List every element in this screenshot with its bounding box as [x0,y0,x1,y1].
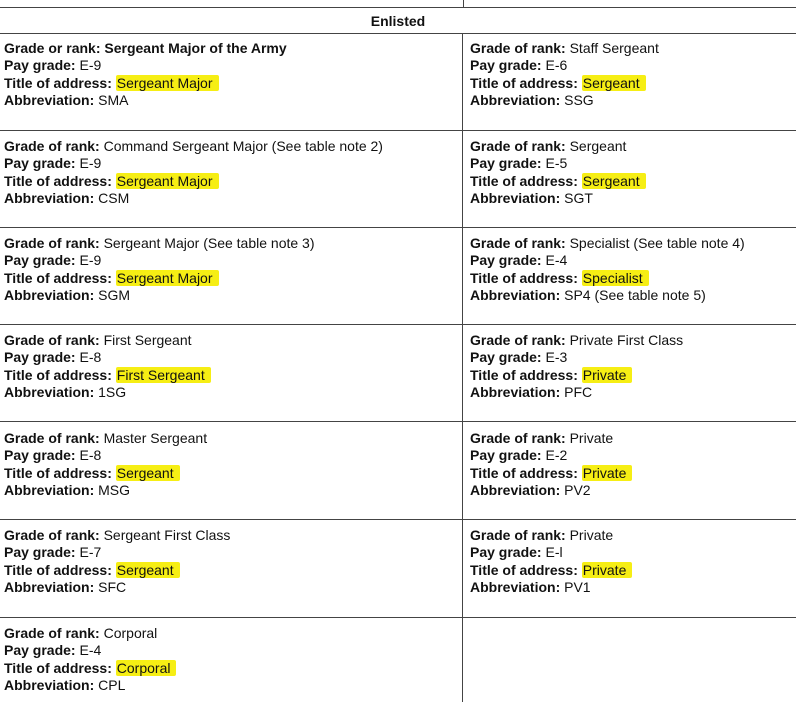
field-label: Title of address: [4,172,112,189]
field-label: Pay grade: [4,544,76,561]
entry-line [4,235,459,252]
entry-line [4,270,459,287]
entry-line [470,40,796,57]
entry-line [470,270,796,287]
grade-value: Private First Class [569,332,684,348]
field-label: Title of address: [4,366,112,383]
entry-line [470,57,796,74]
pay-grade-value: E-4 [79,642,102,659]
rank-entry [4,625,459,695]
entry-line [470,482,796,499]
entry-line [4,430,459,447]
field-label: Grade of rank: [470,430,566,446]
rank-entry [4,430,459,500]
entry-line [4,40,459,57]
pay-grade-value: E-6 [545,57,568,74]
entry-line [470,465,796,482]
entry-line [470,562,796,579]
field-label: Title of address: [470,464,578,481]
field-label: Pay grade: [470,155,542,172]
field-label: Abbreviation: [4,190,95,207]
abbreviation-value: MSG [98,482,131,499]
field-label: Title of address: [4,74,112,91]
field-label: Abbreviation: [470,190,561,207]
field-label: Grade of rank: [4,235,100,251]
field-label: Grade of rank: [470,527,566,543]
pay-grade-value: E-4 [545,252,568,269]
field-label: Abbreviation: [470,482,561,499]
grade-value: Corporal [103,625,158,641]
abbreviation-value: PV1 [564,579,591,596]
entry-line [470,138,796,155]
title-of-address-value: Corporal [116,660,177,676]
entry-line [470,173,796,190]
abbreviation-value: PFC [564,384,593,401]
entry-line [4,482,459,499]
entry-line [470,235,796,252]
entry-line [470,252,796,269]
column-divider [462,33,463,702]
title-of-address-value: Sergeant Major [116,270,219,286]
field-label: Pay grade: [4,155,76,172]
grade-value: Specialist (See table note 4) [569,235,745,251]
rank-entry [4,235,459,305]
entry-line [470,349,796,366]
pay-grade-value: E-9 [79,155,102,172]
field-label: Title of address: [470,366,578,383]
entry-line [470,75,796,92]
pay-grade-value: E-9 [79,252,102,269]
field-label: Pay grade: [4,57,76,74]
field-label: Grade of rank: [4,138,100,154]
entry-line [4,92,459,109]
title-of-address-value: Sergeant [582,75,646,91]
rank-entry [470,138,796,208]
entry-line [4,75,459,92]
rank-entry [4,332,459,402]
entry-line [4,173,459,190]
grade-value: Sergeant First Class [103,527,231,543]
entry-line [4,562,459,579]
field-label: Title of address: [4,659,112,676]
entry-line [4,579,459,596]
title-of-address-value: First Sergeant [116,367,211,383]
grade-value: Sergeant [569,138,627,154]
grade-value: Private [569,430,614,446]
pay-grade-value: E-9 [79,57,102,74]
row-divider [0,33,796,34]
field-label: Pay grade: [470,544,542,561]
grade-value: Sergeant Major of the Army [104,40,287,56]
field-label: Pay grade: [470,349,542,366]
entry-line [4,155,459,172]
entry-line [4,367,459,384]
field-label: Pay grade: [4,642,76,659]
rank-entry [470,235,796,305]
title-of-address-value: Sergeant Major [116,173,219,189]
abbreviation-value: SFC [98,579,127,596]
abbreviation-value: CSM [98,190,130,207]
pay-grade-value: E-5 [545,155,568,172]
abbreviation-value: PV2 [564,482,591,499]
entry-line [4,447,459,464]
field-label: Grade of rank: [4,625,100,641]
pay-grade-value: E-l [545,544,563,561]
field-label: Title of address: [470,172,578,189]
entry-line [4,190,459,207]
entry-line [4,625,459,642]
title-of-address-value: Sergeant [116,562,180,578]
field-label: Abbreviation: [4,384,95,401]
entry-line [4,57,459,74]
entry-line [4,332,459,349]
field-label: Title of address: [4,464,112,481]
field-label: Abbreviation: [4,677,95,694]
field-label: Title of address: [470,74,578,91]
row-divider [0,421,796,422]
abbreviation-value: SP4 (See table note 5) [564,287,706,304]
field-label: Grade of rank: [470,138,566,154]
field-label: Title of address: [4,269,112,286]
rank-entry [470,332,796,402]
field-label: Grade of rank: [470,235,566,251]
field-label: Pay grade: [470,57,542,74]
entry-line [470,579,796,596]
pay-grade-value: E-8 [79,349,102,366]
field-label: Pay grade: [470,447,542,464]
entry-line [470,287,796,304]
entry-line [470,332,796,349]
field-label: Abbreviation: [4,482,95,499]
row-divider [0,130,796,131]
field-label: Title of address: [470,561,578,578]
grade-value: First Sergeant [103,332,192,348]
entry-line [470,367,796,384]
field-label: Pay grade: [4,349,76,366]
field-label: Grade or rank: [4,40,101,56]
entry-line [470,544,796,561]
grade-value: Sergeant Major (See table note 3) [103,235,315,251]
field-label: Pay grade: [470,252,542,269]
title-of-address-value: Sergeant [582,173,646,189]
entry-line [470,155,796,172]
rank-entry [4,138,459,208]
row-divider [0,227,796,228]
field-label: Grade of rank: [470,332,566,348]
row-divider [0,324,796,325]
entry-line [4,465,459,482]
pay-grade-value: E-3 [545,349,568,366]
entry-line [470,527,796,544]
table-header: Enlisted [370,12,426,29]
abbreviation-value: SSG [564,92,594,109]
rank-entry [470,40,796,110]
field-label: Abbreviation: [4,287,95,304]
field-label: Title of address: [470,269,578,286]
rank-entry [470,430,796,500]
abbreviation-value: CPL [98,677,126,694]
grade-value: Master Sergeant [103,430,208,446]
abbreviation-value: SMA [98,92,129,109]
entry-line [470,92,796,109]
entry-line [4,384,459,401]
abbreviation-value: SGT [564,190,593,207]
field-label: Pay grade: [4,252,76,269]
field-label: Abbreviation: [470,579,561,596]
entry-line [4,544,459,561]
rank-entry [4,527,459,597]
abbreviation-value: SGM [98,287,131,304]
field-label: Grade of rank: [470,40,566,56]
field-label: Abbreviation: [470,287,561,304]
entry-line [470,447,796,464]
entry-line [4,349,459,366]
entry-line [4,252,459,269]
row-divider [0,519,796,520]
entry-line [4,287,459,304]
entry-line [4,660,459,677]
pay-grade-value: E-2 [545,447,568,464]
entry-line [470,430,796,447]
field-label: Grade of rank: [4,527,100,543]
entry-line [4,138,459,155]
title-of-address-value: Sergeant [116,465,180,481]
pay-grade-value: E-7 [79,544,102,561]
field-label: Title of address: [4,561,112,578]
field-label: Abbreviation: [470,92,561,109]
title-of-address-value: Specialist [582,270,649,286]
field-label: Abbreviation: [4,92,95,109]
rank-entry [470,527,796,597]
field-label: Abbreviation: [470,384,561,401]
pay-grade-value: E-8 [79,447,102,464]
entry-line [470,190,796,207]
entry-line [470,384,796,401]
row-divider [0,617,796,618]
entry-line [4,527,459,544]
field-label: Pay grade: [4,447,76,464]
field-label: Abbreviation: [4,579,95,596]
title-of-address-value: Private [582,562,633,578]
title-of-address-value: Private [582,367,633,383]
grade-value: Staff Sergeant [569,40,659,56]
field-label: Grade of rank: [4,430,100,446]
title-of-address-value: Sergeant Major [116,75,219,91]
entry-line [4,677,459,694]
grade-value: Private [569,527,614,543]
entry-line [4,642,459,659]
field-label: Grade of rank: [4,332,100,348]
title-of-address-value: Private [582,465,633,481]
top-divider [463,0,464,7]
grade-value: Command Sergeant Major (See table note 2) [103,138,383,154]
rank-entry [4,40,459,110]
abbreviation-value: 1SG [98,384,127,401]
